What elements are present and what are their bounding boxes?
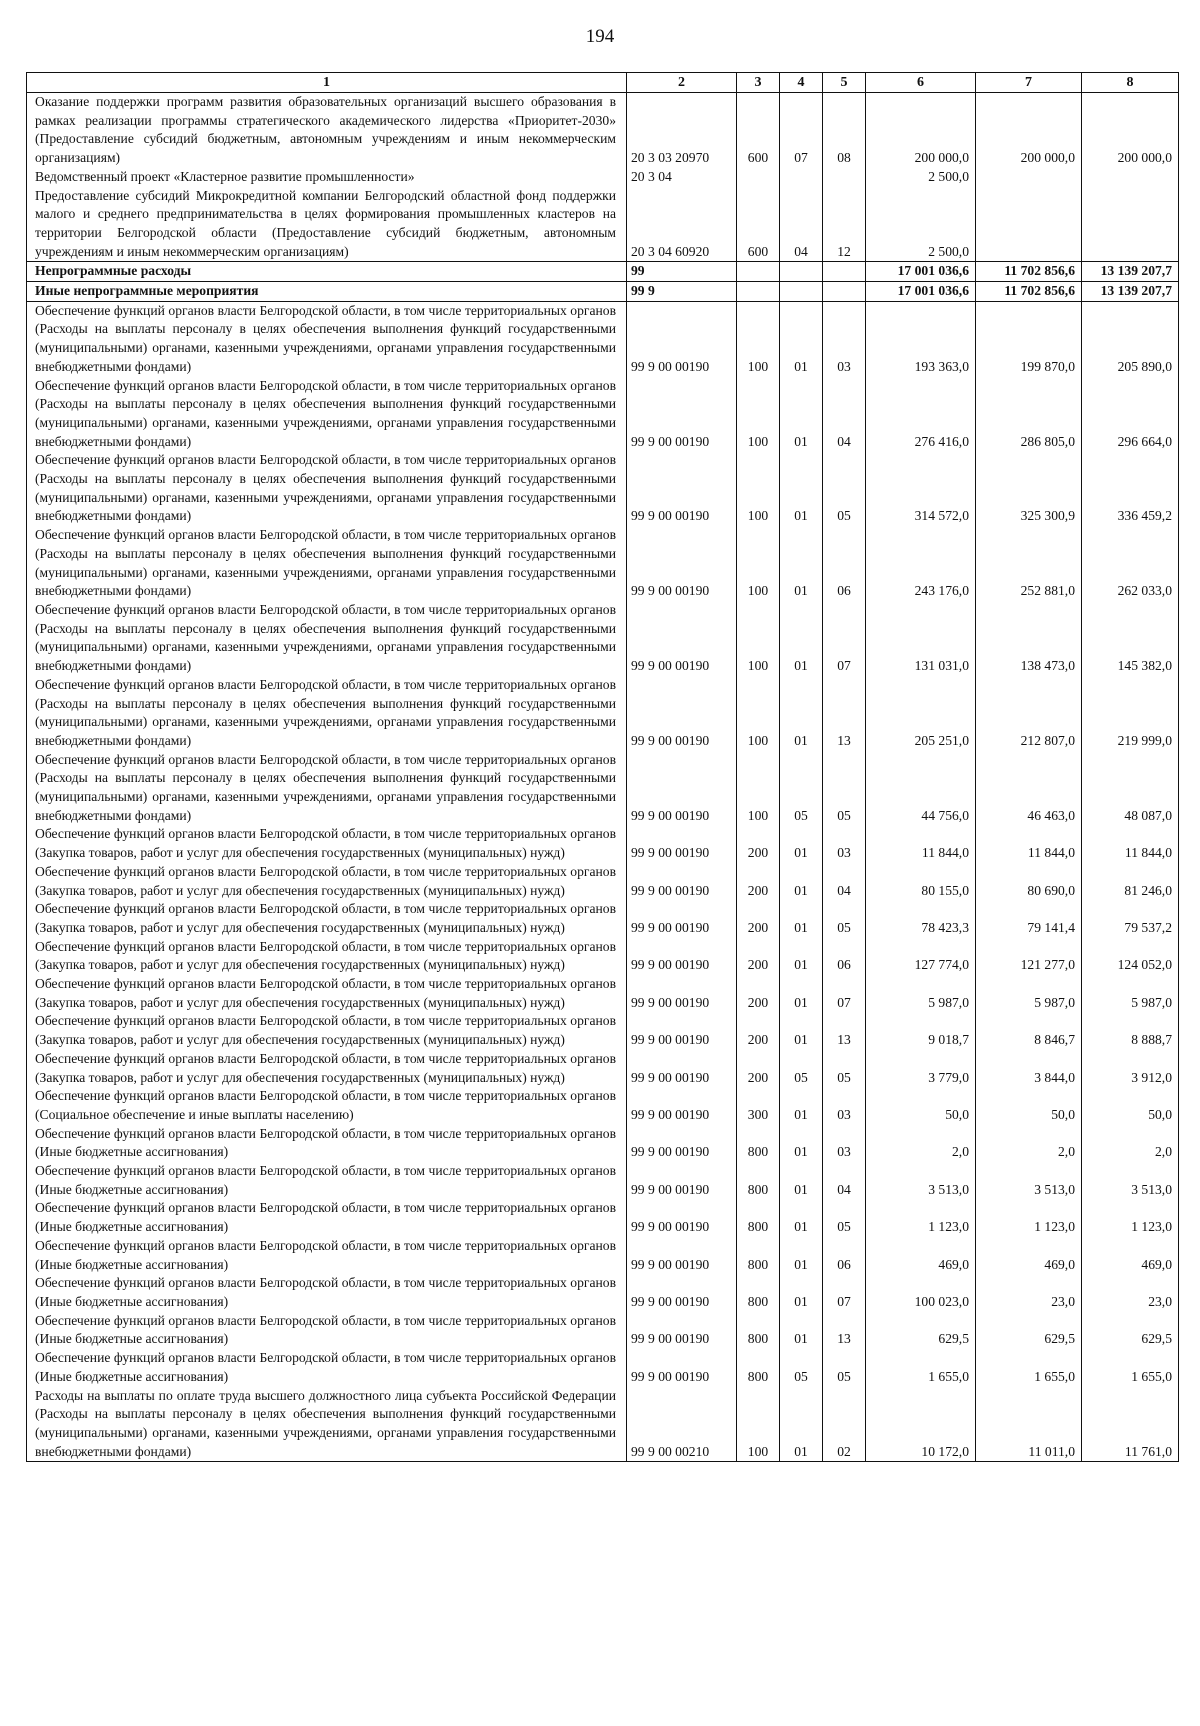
table-row — [27, 975, 1179, 1012]
row-amount-year-3: 2,0 — [1082, 1125, 1179, 1162]
row-amount-year-1: 205 251,0 — [866, 676, 976, 751]
row-description: Обеспечение функций органов власти Белгородской области, в том числе территориальных органов (Социальное обеспечение и иные выплаты населению) — [27, 1087, 627, 1124]
table-row — [27, 187, 1179, 262]
row-amount-year-2: 3 513,0 — [976, 1162, 1082, 1199]
row-section: 01 — [780, 975, 823, 1012]
row-section: 01 — [780, 1237, 823, 1274]
row-amount-year-2: 1 655,0 — [976, 1349, 1082, 1386]
row-amount-year-1: 243 176,0 — [866, 526, 976, 601]
row-amount-year-3: 81 246,0 — [1082, 863, 1179, 900]
row-expense-type: 100 — [737, 751, 780, 826]
page-number: 194 — [585, 26, 615, 47]
table-body — [27, 93, 1179, 1462]
row-expense-type: 800 — [737, 1237, 780, 1274]
row-description: Обеспечение функций органов власти Белгородской области, в том числе территориальных органов (Расходы на выплаты персоналу в целях обеспечения выполнения функций государственными (муниципальными) органами, казенными учреждениями, органами управления государственными внебюджетными фондами) — [27, 377, 627, 452]
row-amount-year-2: 252 881,0 — [976, 526, 1082, 601]
row-amount-year-1: 2,0 — [866, 1125, 976, 1162]
header-col-1: 1 — [27, 73, 627, 93]
row-amount-year-1: 5 987,0 — [866, 975, 976, 1012]
row-amount-year-2: 8 846,7 — [976, 1012, 1082, 1049]
row-amount-year-1: 11 844,0 — [866, 825, 976, 862]
table-row — [27, 1274, 1179, 1311]
row-description: Обеспечение функций органов власти Белгородской области, в том числе территориальных органов (Расходы на выплаты персоналу в целях обеспечения выполнения функций государственными (муниципальными) органами, казенными учреждениями, органами управления государственными внебюджетными фондами) — [27, 601, 627, 676]
row-amount-year-2: 325 300,9 — [976, 451, 1082, 526]
row-expense-type: 800 — [737, 1274, 780, 1311]
row-section: 01 — [780, 1199, 823, 1236]
row-amount-year-1: 3 513,0 — [866, 1162, 976, 1199]
row-budget-code: 99 9 00 00190 — [627, 1274, 737, 1311]
row-amount-year-1: 17 001 036,6 — [866, 282, 976, 302]
row-budget-code: 99 9 00 00190 — [627, 451, 737, 526]
table-row — [27, 900, 1179, 937]
row-expense-type: 800 — [737, 1312, 780, 1349]
table-row — [27, 1050, 1179, 1087]
row-budget-code: 20 3 03 20970 — [627, 93, 737, 168]
table-row — [27, 1012, 1179, 1049]
row-subsection: 12 — [823, 187, 866, 262]
row-budget-code: 99 9 — [627, 282, 737, 302]
table-row — [27, 1349, 1179, 1386]
table-row — [27, 825, 1179, 862]
row-amount-year-3: 205 890,0 — [1082, 301, 1179, 376]
row-subsection — [823, 282, 866, 302]
row-amount-year-3: 336 459,2 — [1082, 451, 1179, 526]
row-budget-code: 99 9 00 00190 — [627, 751, 737, 826]
row-subsection: 05 — [823, 900, 866, 937]
row-amount-year-2 — [976, 187, 1082, 262]
row-expense-type: 800 — [737, 1162, 780, 1199]
row-subsection: 05 — [823, 451, 866, 526]
row-section: 05 — [780, 751, 823, 826]
row-amount-year-2: 23,0 — [976, 1274, 1082, 1311]
row-budget-code: 99 9 00 00190 — [627, 1087, 737, 1124]
header-col-4: 4 — [780, 73, 823, 93]
row-budget-code: 99 9 00 00190 — [627, 1050, 737, 1087]
row-amount-year-1: 17 001 036,6 — [866, 262, 976, 282]
row-budget-code: 99 9 00 00190 — [627, 900, 737, 937]
row-description: Обеспечение функций органов власти Белгородской области, в том числе территориальных органов (Закупка товаров, работ и услуг для обеспечения государственных (муниципальных) нужд) — [27, 938, 627, 975]
row-amount-year-1: 2 500,0 — [866, 168, 976, 187]
table-row — [27, 1387, 1179, 1462]
row-description: Обеспечение функций органов власти Белгородской области, в том числе территориальных органов (Закупка товаров, работ и услуг для обеспечения государственных (муниципальных) нужд) — [27, 863, 627, 900]
row-amount-year-1: 127 774,0 — [866, 938, 976, 975]
row-amount-year-3: 296 664,0 — [1082, 377, 1179, 452]
row-amount-year-1: 629,5 — [866, 1312, 976, 1349]
table-row — [27, 863, 1179, 900]
row-expense-type: 200 — [737, 863, 780, 900]
row-budget-code: 20 3 04 60920 — [627, 187, 737, 262]
row-description: Обеспечение функций органов власти Белгородской области, в том числе территориальных органов (Иные бюджетные ассигнования) — [27, 1312, 627, 1349]
row-amount-year-1: 2 500,0 — [866, 187, 976, 262]
row-amount-year-2: 286 805,0 — [976, 377, 1082, 452]
row-description: Обеспечение функций органов власти Белгородской области, в том числе территориальных органов (Закупка товаров, работ и услуг для обеспечения государственных (муниципальных) нужд) — [27, 1050, 627, 1087]
row-expense-type — [737, 168, 780, 187]
row-amount-year-2 — [976, 168, 1082, 187]
table-row — [27, 676, 1179, 751]
row-subsection: 07 — [823, 1274, 866, 1311]
row-description: Обеспечение функций органов власти Белгородской области, в том числе территориальных органов (Иные бюджетные ассигнования) — [27, 1162, 627, 1199]
row-amount-year-2: 121 277,0 — [976, 938, 1082, 975]
row-expense-type: 200 — [737, 975, 780, 1012]
row-section: 01 — [780, 1312, 823, 1349]
row-budget-code: 99 9 00 00190 — [627, 825, 737, 862]
row-expense-type — [737, 282, 780, 302]
row-budget-code: 99 9 00 00190 — [627, 863, 737, 900]
row-amount-year-3: 11 844,0 — [1082, 825, 1179, 862]
row-expense-type: 800 — [737, 1199, 780, 1236]
row-description: Обеспечение функций органов власти Белгородской области, в том числе территориальных органов (Расходы на выплаты персоналу в целях обеспечения выполнения функций государственными (муниципальными) органами, казенными учреждениями, органами управления государственными внебюджетными фондами) — [27, 451, 627, 526]
row-amount-year-2: 138 473,0 — [976, 601, 1082, 676]
row-amount-year-1: 3 779,0 — [866, 1050, 976, 1087]
table-row — [27, 301, 1179, 376]
table-row — [27, 1237, 1179, 1274]
row-subsection: 04 — [823, 1162, 866, 1199]
row-amount-year-3: 13 139 207,7 — [1082, 282, 1179, 302]
row-subsection: 06 — [823, 526, 866, 601]
table-row — [27, 377, 1179, 452]
table-row — [27, 1199, 1179, 1236]
row-amount-year-3: 629,5 — [1082, 1312, 1179, 1349]
row-section — [780, 282, 823, 302]
row-amount-year-2: 11 011,0 — [976, 1387, 1082, 1462]
row-amount-year-3 — [1082, 168, 1179, 187]
table-row — [27, 601, 1179, 676]
table-row — [27, 1312, 1179, 1349]
row-amount-year-2: 79 141,4 — [976, 900, 1082, 937]
row-budget-code: 99 9 00 00190 — [627, 1312, 737, 1349]
row-budget-code: 99 9 00 00190 — [627, 975, 737, 1012]
row-section: 01 — [780, 1012, 823, 1049]
row-subsection: 03 — [823, 825, 866, 862]
row-budget-code: 99 9 00 00190 — [627, 1349, 737, 1386]
row-section: 01 — [780, 1125, 823, 1162]
row-subsection: 03 — [823, 1087, 866, 1124]
row-amount-year-1: 200 000,0 — [866, 93, 976, 168]
row-amount-year-1: 193 363,0 — [866, 301, 976, 376]
row-expense-type: 200 — [737, 1012, 780, 1049]
row-amount-year-2: 11 702 856,6 — [976, 262, 1082, 282]
row-amount-year-3: 124 052,0 — [1082, 938, 1179, 975]
row-amount-year-2: 200 000,0 — [976, 93, 1082, 168]
row-budget-code: 99 9 00 00190 — [627, 601, 737, 676]
row-budget-code: 99 9 00 00190 — [627, 1162, 737, 1199]
row-section: 01 — [780, 451, 823, 526]
row-description: Предоставление субсидий Микрокредитной компании Белгородский областной фонд поддержки малого и среднего предпринимательства в целях формирования промышленных кластеров на территории Белгородской области (Предоставление субсидий бюджетным, автономным учреждениям и иным некоммерческим организациям) — [27, 187, 627, 262]
header-col-3: 3 — [737, 73, 780, 93]
header-col-6: 6 — [866, 73, 976, 93]
row-description: Обеспечение функций органов власти Белгородской области, в том числе территориальных органов (Закупка товаров, работ и услуг для обеспечения государственных (муниципальных) нужд) — [27, 975, 627, 1012]
row-amount-year-3: 48 087,0 — [1082, 751, 1179, 826]
row-subsection: 04 — [823, 863, 866, 900]
row-description: Обеспечение функций органов власти Белгородской области, в том числе территориальных органов (Расходы на выплаты персоналу в целях обеспечения выполнения функций государственными (муниципальными) органами, казенными учреждениями, органами управления государственными внебюджетными фондами) — [27, 526, 627, 601]
row-amount-year-3: 145 382,0 — [1082, 601, 1179, 676]
row-subsection: 03 — [823, 1125, 866, 1162]
row-subsection: 13 — [823, 676, 866, 751]
row-description: Обеспечение функций органов власти Белгородской области, в том числе территориальных органов (Закупка товаров, работ и услуг для обеспечения государственных (муниципальных) нужд) — [27, 900, 627, 937]
table-row — [27, 168, 1179, 187]
row-section: 01 — [780, 938, 823, 975]
row-amount-year-2: 1 123,0 — [976, 1199, 1082, 1236]
row-section: 01 — [780, 1162, 823, 1199]
row-subsection — [823, 168, 866, 187]
row-budget-code: 99 9 00 00190 — [627, 676, 737, 751]
row-amount-year-3: 469,0 — [1082, 1237, 1179, 1274]
row-amount-year-2: 212 807,0 — [976, 676, 1082, 751]
row-amount-year-1: 100 023,0 — [866, 1274, 976, 1311]
table-row — [27, 282, 1179, 302]
row-section: 01 — [780, 863, 823, 900]
row-amount-year-1: 314 572,0 — [866, 451, 976, 526]
row-expense-type: 800 — [737, 1125, 780, 1162]
table-row — [27, 1162, 1179, 1199]
row-description: Непрограммные расходы — [27, 262, 627, 282]
row-subsection: 07 — [823, 975, 866, 1012]
row-section: 07 — [780, 93, 823, 168]
table-row — [27, 751, 1179, 826]
row-description: Обеспечение функций органов власти Белгородской области, в том числе территориальных органов (Иные бюджетные ассигнования) — [27, 1237, 627, 1274]
row-subsection: 08 — [823, 93, 866, 168]
row-expense-type: 100 — [737, 601, 780, 676]
row-amount-year-1: 80 155,0 — [866, 863, 976, 900]
row-amount-year-1: 1 123,0 — [866, 1199, 976, 1236]
row-section: 04 — [780, 187, 823, 262]
row-subsection: 05 — [823, 751, 866, 826]
row-section — [780, 168, 823, 187]
row-budget-code: 99 9 00 00190 — [627, 526, 737, 601]
row-budget-code: 99 9 00 00190 — [627, 938, 737, 975]
row-amount-year-3: 1 123,0 — [1082, 1199, 1179, 1236]
row-amount-year-2: 11 844,0 — [976, 825, 1082, 862]
row-amount-year-2: 199 870,0 — [976, 301, 1082, 376]
row-amount-year-2: 5 987,0 — [976, 975, 1082, 1012]
row-budget-code: 99 — [627, 262, 737, 282]
table-row — [27, 451, 1179, 526]
table-row — [27, 938, 1179, 975]
row-description: Обеспечение функций органов власти Белгородской области, в том числе территориальных органов (Закупка товаров, работ и услуг для обеспечения государственных (муниципальных) нужд) — [27, 1012, 627, 1049]
row-expense-type: 200 — [737, 900, 780, 937]
row-description: Обеспечение функций органов власти Белгородской области, в том числе территориальных органов (Иные бюджетные ассигнования) — [27, 1125, 627, 1162]
row-expense-type: 100 — [737, 377, 780, 452]
row-budget-code: 20 3 04 — [627, 168, 737, 187]
row-expense-type: 100 — [737, 451, 780, 526]
row-budget-code: 99 9 00 00190 — [627, 1199, 737, 1236]
row-amount-year-3: 3 513,0 — [1082, 1162, 1179, 1199]
row-amount-year-2: 2,0 — [976, 1125, 1082, 1162]
table-row — [27, 1087, 1179, 1124]
row-amount-year-1: 276 416,0 — [866, 377, 976, 452]
row-amount-year-3: 79 537,2 — [1082, 900, 1179, 937]
row-amount-year-1: 78 423,3 — [866, 900, 976, 937]
row-expense-type: 300 — [737, 1087, 780, 1124]
table-row — [27, 526, 1179, 601]
row-expense-type: 600 — [737, 93, 780, 168]
row-section: 05 — [780, 1050, 823, 1087]
row-expense-type: 100 — [737, 1387, 780, 1462]
row-expense-type — [737, 262, 780, 282]
row-description: Обеспечение функций органов власти Белгородской области, в том числе территориальных органов (Расходы на выплаты персоналу в целях обеспечения выполнения функций государственными (муниципальными) органами, казенными учреждениями, органами управления государственными внебюджетными фондами) — [27, 301, 627, 376]
row-budget-code: 99 9 00 00190 — [627, 377, 737, 452]
row-description: Обеспечение функций органов власти Белгородской области, в том числе территориальных органов (Иные бюджетные ассигнования) — [27, 1274, 627, 1311]
row-budget-code: 99 9 00 00190 — [627, 1012, 737, 1049]
row-section: 01 — [780, 301, 823, 376]
row-amount-year-1: 10 172,0 — [866, 1387, 976, 1462]
row-subsection: 06 — [823, 1237, 866, 1274]
row-amount-year-2: 11 702 856,6 — [976, 282, 1082, 302]
row-expense-type: 600 — [737, 187, 780, 262]
row-section: 01 — [780, 1387, 823, 1462]
row-amount-year-3: 3 912,0 — [1082, 1050, 1179, 1087]
row-subsection: 13 — [823, 1012, 866, 1049]
row-section: 05 — [780, 1349, 823, 1386]
row-description: Обеспечение функций органов власти Белгородской области, в том числе территориальных органов (Закупка товаров, работ и услуг для обеспечения государственных (муниципальных) нужд) — [27, 825, 627, 862]
row-description: Иные непрограммные мероприятия — [27, 282, 627, 302]
row-amount-year-3: 23,0 — [1082, 1274, 1179, 1311]
row-subsection: 04 — [823, 377, 866, 452]
row-budget-code: 99 9 00 00190 — [627, 1125, 737, 1162]
row-section: 01 — [780, 526, 823, 601]
row-section: 01 — [780, 825, 823, 862]
row-amount-year-1: 469,0 — [866, 1237, 976, 1274]
row-amount-year-3: 5 987,0 — [1082, 975, 1179, 1012]
row-expense-type: 200 — [737, 938, 780, 975]
budget-table — [26, 72, 1179, 1462]
row-description: Расходы на выплаты по оплате труда высшего должностного лица субъекта Российской Федерации (Расходы на выплаты персоналу в целях обеспечения выполнения функций государственными (муниципальными) органами, казенными учреждениями, органами управления государственными внебюджетными фондами) — [27, 1387, 627, 1462]
table-row — [27, 262, 1179, 282]
table-header-row — [27, 73, 1179, 93]
row-amount-year-3: 1 655,0 — [1082, 1349, 1179, 1386]
row-amount-year-3: 200 000,0 — [1082, 93, 1179, 168]
table-row — [27, 93, 1179, 168]
row-budget-code: 99 9 00 00190 — [627, 1237, 737, 1274]
row-section: 01 — [780, 601, 823, 676]
header-col-2: 2 — [627, 73, 737, 93]
row-description: Обеспечение функций органов власти Белгородской области, в том числе территориальных органов (Расходы на выплаты персоналу в целях обеспечения выполнения функций государственными (муниципальными) органами, казенными учреждениями, органами управления государственными внебюджетными фондами) — [27, 751, 627, 826]
row-expense-type: 200 — [737, 1050, 780, 1087]
row-section — [780, 262, 823, 282]
row-amount-year-2: 50,0 — [976, 1087, 1082, 1124]
row-expense-type: 200 — [737, 825, 780, 862]
row-description: Обеспечение функций органов власти Белгородской области, в том числе территориальных органов (Иные бюджетные ассигнования) — [27, 1349, 627, 1386]
row-expense-type: 100 — [737, 301, 780, 376]
row-subsection: 06 — [823, 938, 866, 975]
row-amount-year-1: 1 655,0 — [866, 1349, 976, 1386]
row-section: 01 — [780, 1274, 823, 1311]
row-amount-year-3: 8 888,7 — [1082, 1012, 1179, 1049]
row-expense-type: 100 — [737, 526, 780, 601]
row-subsection: 05 — [823, 1349, 866, 1386]
row-amount-year-3: 13 139 207,7 — [1082, 262, 1179, 282]
row-expense-type: 100 — [737, 676, 780, 751]
row-amount-year-2: 80 690,0 — [976, 863, 1082, 900]
row-subsection: 13 — [823, 1312, 866, 1349]
row-subsection: 05 — [823, 1199, 866, 1236]
row-subsection — [823, 262, 866, 282]
row-subsection: 02 — [823, 1387, 866, 1462]
row-amount-year-1: 131 031,0 — [866, 601, 976, 676]
header-col-8: 8 — [1082, 73, 1179, 93]
row-amount-year-3: 219 999,0 — [1082, 676, 1179, 751]
row-description: Оказание поддержки программ развития образовательных организаций высшего образования в рамках реализации программы стратегического академического лидерства «Приоритет-2030» (Предоставление субсидий бюджетным, автономным учреждениям и иным некоммерческим организациям) — [27, 93, 627, 168]
row-amount-year-3: 11 761,0 — [1082, 1387, 1179, 1462]
row-amount-year-1: 50,0 — [866, 1087, 976, 1124]
row-subsection: 07 — [823, 601, 866, 676]
row-expense-type: 800 — [737, 1349, 780, 1386]
row-amount-year-3 — [1082, 187, 1179, 262]
row-description: Обеспечение функций органов власти Белгородской области, в том числе территориальных органов (Расходы на выплаты персоналу в целях обеспечения выполнения функций государственными (муниципальными) органами, казенными учреждениями, органами управления государственными внебюджетными фондами) — [27, 676, 627, 751]
row-amount-year-1: 9 018,7 — [866, 1012, 976, 1049]
row-section: 01 — [780, 676, 823, 751]
header-col-5: 5 — [823, 73, 866, 93]
row-amount-year-2: 469,0 — [976, 1237, 1082, 1274]
row-amount-year-3: 50,0 — [1082, 1087, 1179, 1124]
row-description: Ведомственный проект «Кластерное развитие промышленности» — [27, 168, 627, 187]
row-section: 01 — [780, 900, 823, 937]
row-amount-year-2: 629,5 — [976, 1312, 1082, 1349]
row-section: 01 — [780, 377, 823, 452]
row-section: 01 — [780, 1087, 823, 1124]
row-subsection: 05 — [823, 1050, 866, 1087]
row-amount-year-3: 262 033,0 — [1082, 526, 1179, 601]
row-budget-code: 99 9 00 00190 — [627, 301, 737, 376]
table-row — [27, 1125, 1179, 1162]
row-amount-year-1: 44 756,0 — [866, 751, 976, 826]
header-col-7: 7 — [976, 73, 1082, 93]
row-subsection: 03 — [823, 301, 866, 376]
row-amount-year-2: 46 463,0 — [976, 751, 1082, 826]
row-amount-year-2: 3 844,0 — [976, 1050, 1082, 1087]
row-description: Обеспечение функций органов власти Белгородской области, в том числе территориальных органов (Иные бюджетные ассигнования) — [27, 1199, 627, 1236]
row-budget-code: 99 9 00 00210 — [627, 1387, 737, 1462]
